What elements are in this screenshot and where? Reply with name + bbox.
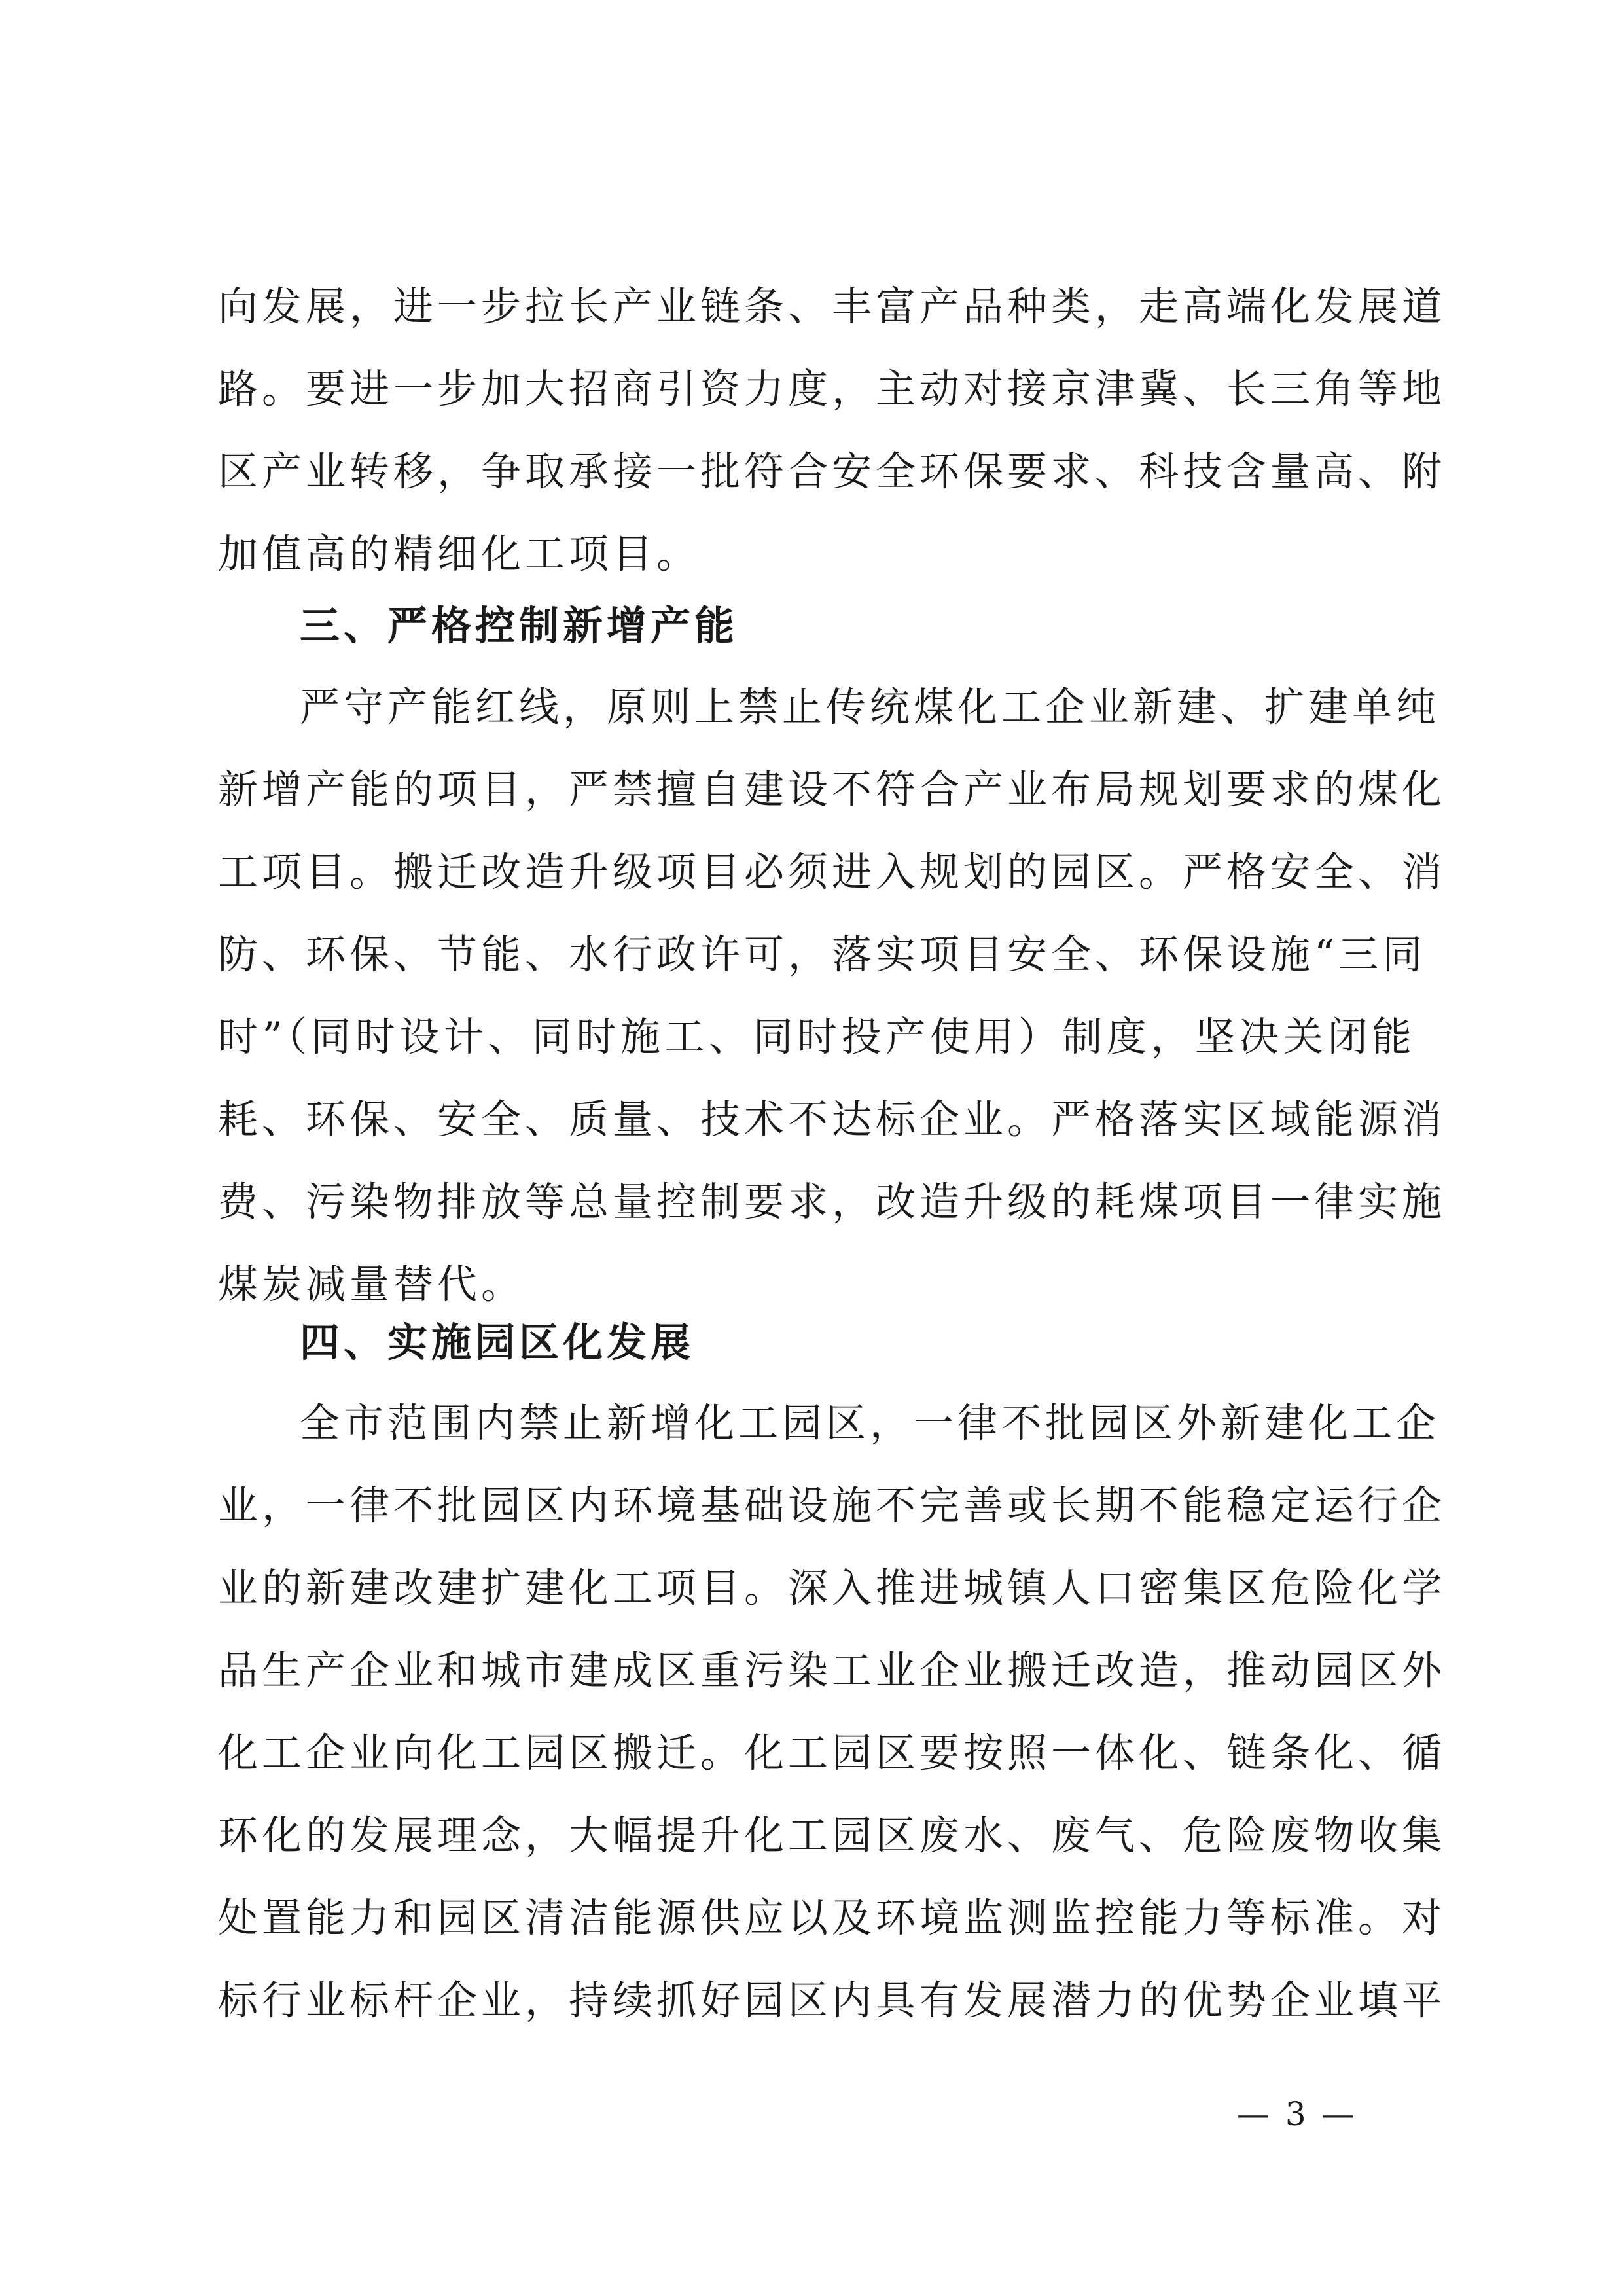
text-line: 处置能力和园区清洁能源供应以及环境监测监控能力等标准。对 — [218, 1895, 1446, 1941]
text-line: 严守产能红线，原则上禁止传统煤化工企业新建、扩建单纯 — [300, 684, 1440, 730]
text-line: 工项目。搬迁改造升级项目必须进入规划的园区。严格安全、消 — [218, 849, 1446, 895]
text-line: 新增产能的项目，严禁擅自建设不符合产业布局规划要求的煤化 — [218, 766, 1446, 813]
text-line: 环化的发展理念，大幅提升化工园区废水、废气、危险废物收集 — [218, 1812, 1446, 1859]
text-line: 煤炭减量替代。 — [218, 1261, 526, 1308]
text-line: 时”（同时设计、同时施工、同时投产使用）制度，坚决关闭能 — [218, 1014, 1416, 1060]
text-line: 加值高的精细化工项目。 — [218, 531, 701, 577]
text-line: 业，一律不批园区内环境基础设施不完善或长期不能稳定运行企 — [218, 1482, 1446, 1529]
text-line: 全市范围内禁止新增化工园区，一律不批园区外新建化工企 — [300, 1400, 1440, 1446]
text-line: 防、环保、节能、水行政许可，落实项目安全、环保设施“三同 — [218, 931, 1427, 978]
text-line: 区产业转移，争取承接一批符合安全环保要求、科技含量高、附 — [218, 448, 1446, 495]
section-heading-3: 三、严格控制新增产能 — [300, 603, 739, 649]
text-line: 路。要进一步加大招商引资力度，主动对接京津冀、长三角等地 — [218, 366, 1446, 412]
text-line: 向发展，进一步拉长产业链条、丰富产品种类，走高端化发展道 — [218, 283, 1446, 330]
text-line: 业的新建改建扩建化工项目。深入推进城镇人口密集区危险化学 — [218, 1565, 1446, 1611]
section-heading-4: 四、实施园区化发展 — [300, 1319, 695, 1366]
page-number: — 3 — — [1237, 2095, 1357, 2133]
text-line: 耗、环保、安全、质量、技术不达标企业。严格落实区域能源消 — [218, 1096, 1446, 1143]
text-line: 品生产企业和城市建成区重污染工业企业搬迁改造，推动园区外 — [218, 1647, 1446, 1694]
text-line: 化工企业向化工园区搬迁。化工园区要按照一体化、链条化、循 — [218, 1730, 1446, 1776]
text-line: 费、污染物排放等总量控制要求，改造升级的耗煤项目一律实施 — [218, 1179, 1446, 1225]
text-line: 标行业标杆企业，持续抓好园区内具有发展潜力的优势企业填平 — [218, 1977, 1446, 2024]
